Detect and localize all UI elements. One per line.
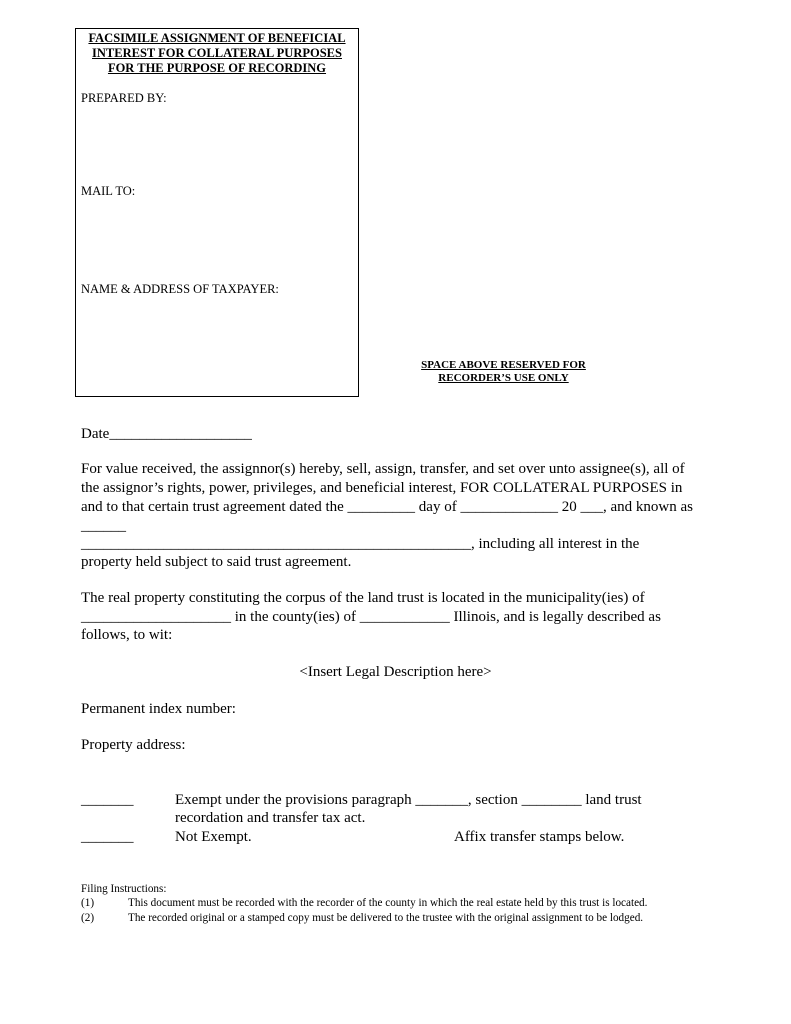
filing-item-2-text: The recorded original or a stamped copy must be delivered to the trustee with the original assignment to be lodged. (128, 912, 644, 924)
assignment-paragraph-line-6: property held subject to said trust agreement. (81, 554, 352, 570)
recorder-reserved-note (380, 359, 627, 385)
not-exempt-blank: _______ (81, 829, 134, 845)
form-title-line-3: FOR THE PURPOSE OF RECORDING (107, 61, 327, 75)
property-address-label: Property address: (81, 737, 186, 753)
mail-to-label: MAIL TO: (81, 184, 136, 198)
filing-instructions-heading: Filing Instructions: (81, 883, 167, 895)
exempt-text: Exempt under the provisions paragraph _______, section ________ land trust (175, 792, 642, 808)
not-exempt-label: Not Exempt. (175, 829, 252, 845)
assignment-paragraph-line-1: For value received, the assignnor(s) hereby, sell, assign, transfer, and set over unto assignee(s), all of (81, 461, 685, 477)
filing-item-2-number: (2) (81, 912, 95, 924)
form-title (76, 31, 358, 76)
legal-description-placeholder: <Insert Legal Description here> (299, 664, 492, 680)
location-paragraph-line-1: The real property constituting the corpus of the land trust is located in the municipality(ies) of (81, 590, 645, 606)
form-title-line-1: FACSIMILE ASSIGNMENT OF BENEFICIAL (88, 31, 346, 45)
exempt-blank: _______ (81, 792, 134, 808)
form-title-line-2: INTEREST FOR COLLATERAL PURPOSES (92, 46, 342, 60)
permanent-index-number-label: Permanent index number: (81, 701, 236, 717)
assignment-paragraph-line-4: ______ (81, 518, 126, 534)
date-line: Date___________________ (81, 426, 252, 442)
prepared-by-label: PREPARED BY: (81, 91, 167, 105)
assignment-paragraph-line-5: ____________________________________________________, including all interest in the (81, 536, 640, 552)
recorder-note-line-2: RECORDER’S USE ONLY (438, 372, 569, 384)
assignment-paragraph-line-3: and to that certain trust agreement dated the _________ day of _____________ 20 ___, and known as (81, 499, 693, 515)
header-box (75, 28, 359, 397)
location-paragraph-line-2: ____________________ in the county(ies) of ____________ Illinois, and is legally described as (81, 609, 661, 625)
transfer-stamps-label: Affix transfer stamps below. (454, 829, 625, 845)
recorder-note-line-1: SPACE ABOVE RESERVED FOR (421, 359, 586, 371)
filing-item-1-text: This document must be recorded with the recorder of the county in which the real estate held by this trust is located. (128, 897, 648, 909)
assignment-paragraph-line-2: the assignor’s rights, power, privileges, and beneficial interest, FOR COLLATERAL PURPOSES in (81, 480, 683, 496)
location-paragraph-line-3: follows, to wit: (81, 627, 173, 643)
taxpayer-label: NAME & ADDRESS OF TAXPAYER: (81, 282, 279, 296)
exempt-text-continued: recordation and transfer tax act. (175, 810, 366, 826)
filing-item-1-number: (1) (81, 897, 95, 909)
